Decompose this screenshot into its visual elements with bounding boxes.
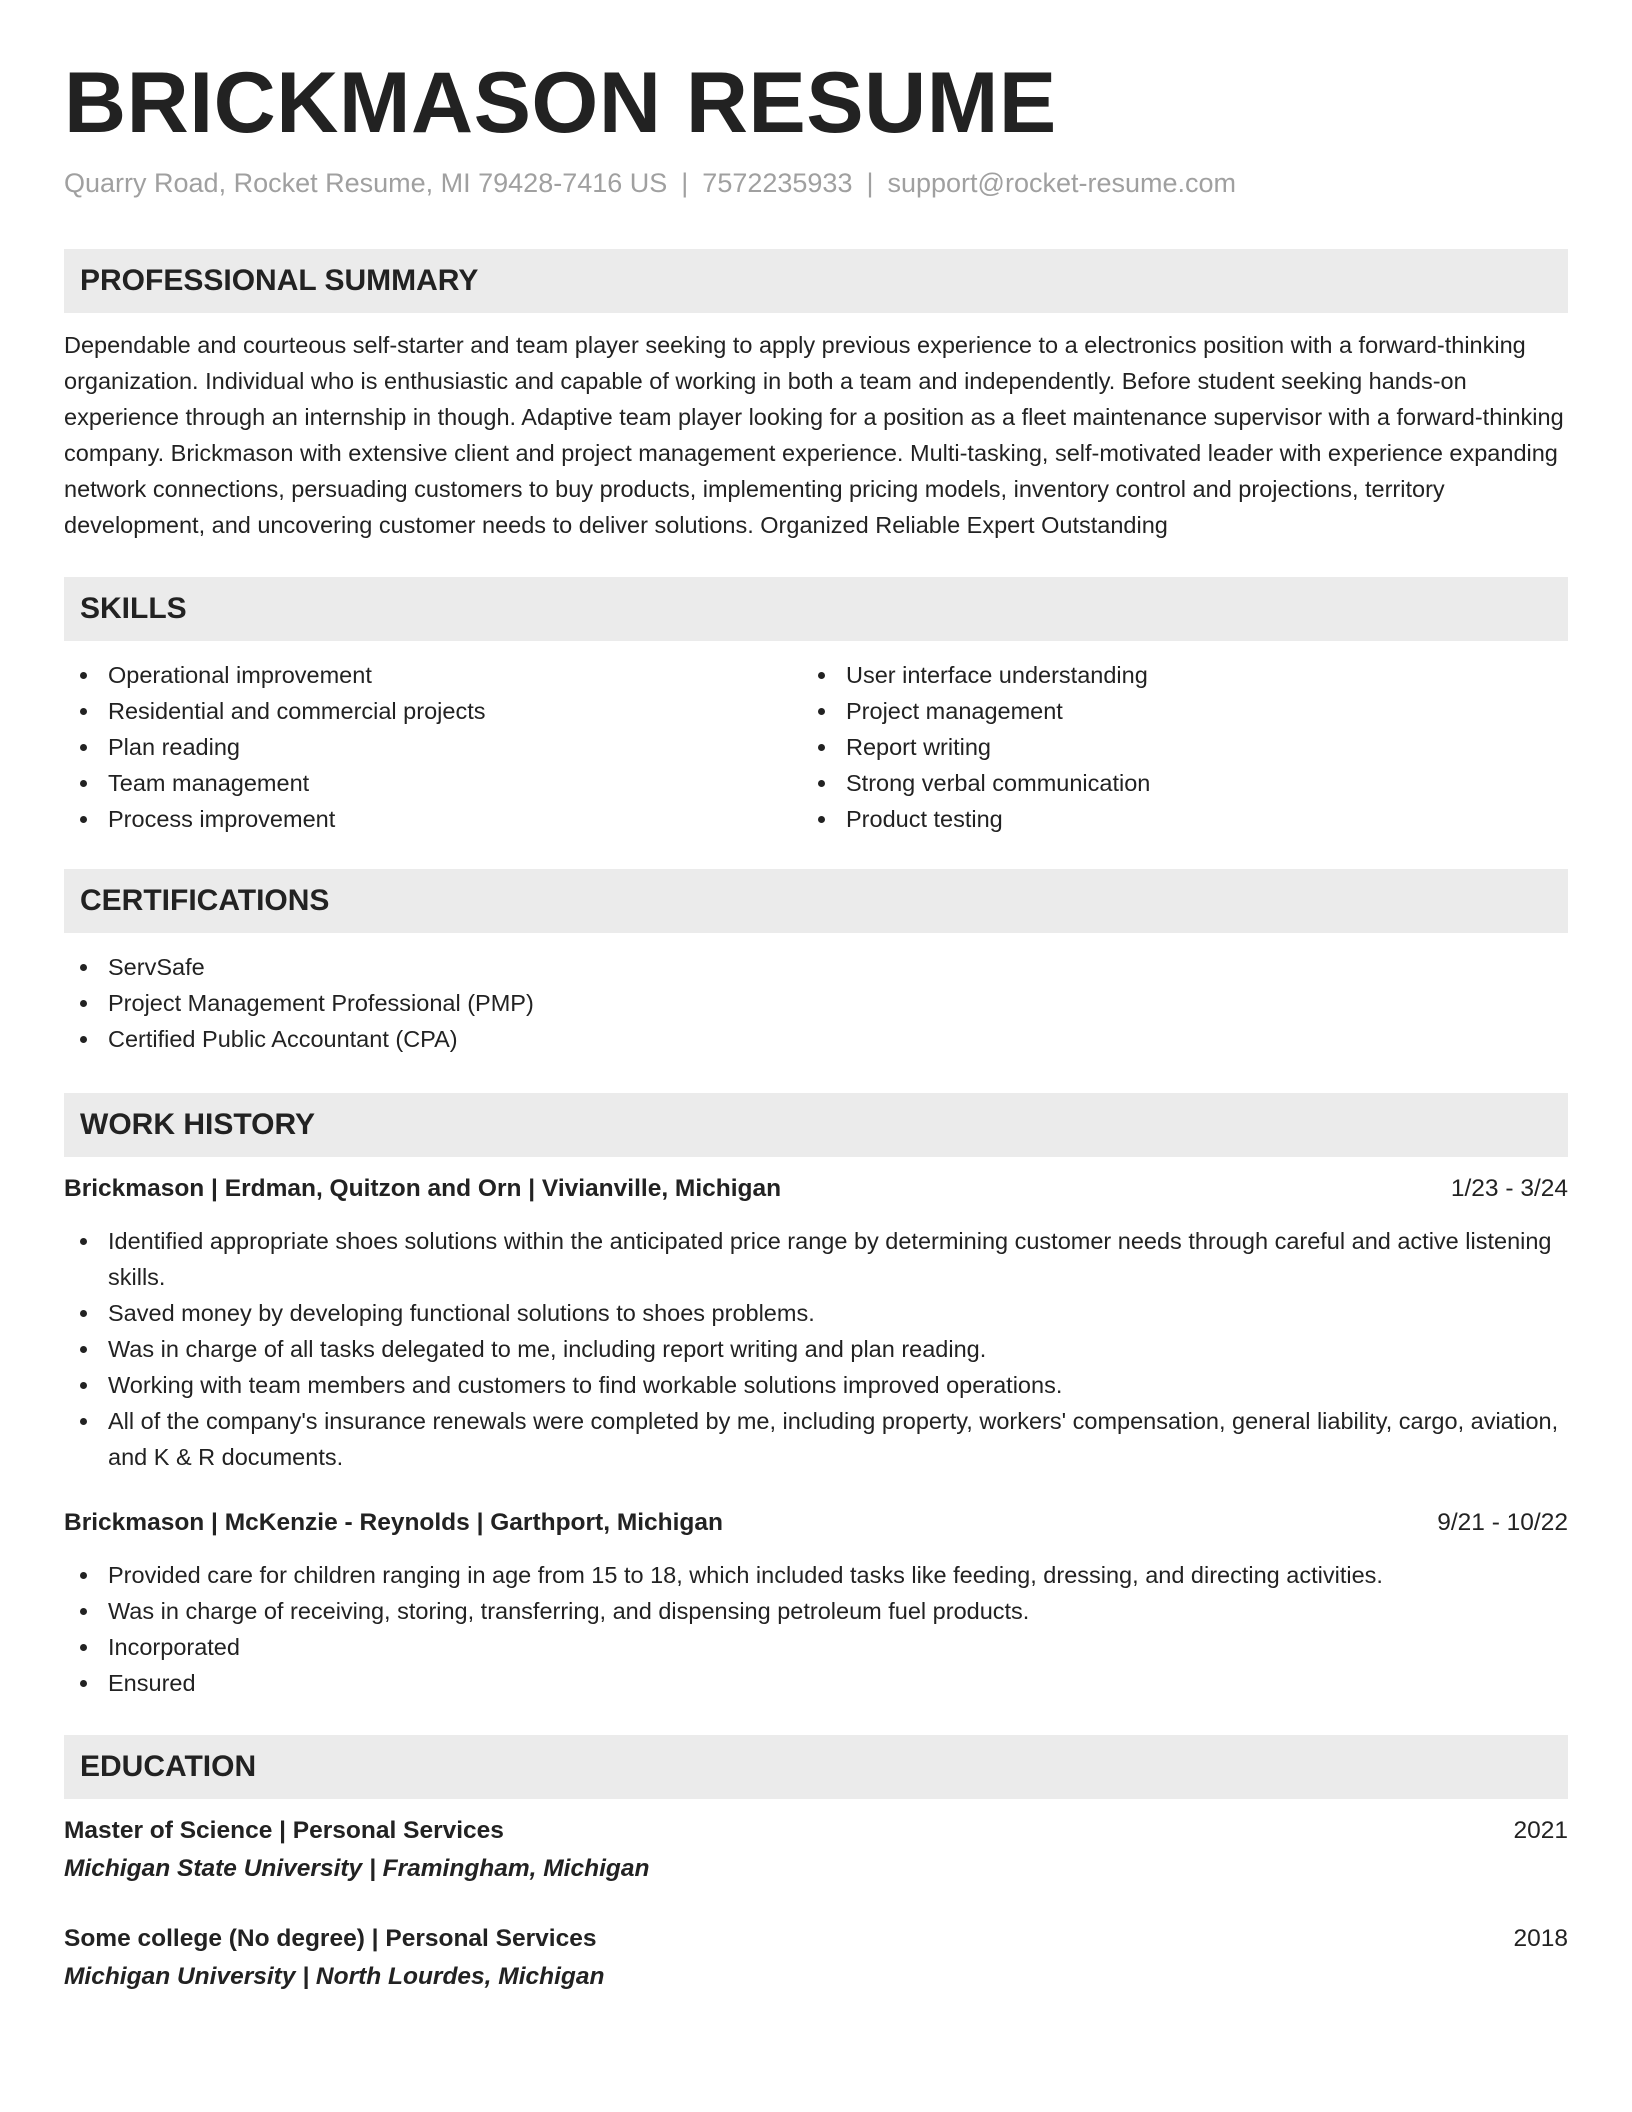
education-year: 2021: [1513, 1817, 1568, 1844]
contact-phone: 7572235933: [702, 168, 853, 198]
education-year: 2018: [1513, 1925, 1568, 1952]
skill-item: Report writing: [802, 729, 1540, 765]
contact-address: Quarry Road, Rocket Resume, MI 79428-7416 US: [64, 168, 668, 198]
work-history-heading: WORK HISTORY: [64, 1093, 1568, 1157]
certification-item: Project Management Professional (PMP): [64, 985, 1568, 1021]
skill-item: Project management: [802, 693, 1540, 729]
education-section: [64, 1735, 1568, 1995]
education-school: Michigan State University | Framingham, Michigan: [64, 1855, 650, 1882]
job-entry: [64, 1505, 1568, 1701]
job-bullet: Ensured: [64, 1665, 1568, 1701]
certification-item: Certified Public Accountant (CPA): [64, 1021, 1568, 1057]
skill-item: Team management: [64, 765, 802, 801]
job-bullet: Was in charge of receiving, storing, transferring, and dispensing petroleum fuel products.: [64, 1593, 1568, 1629]
job-bullet: Identified appropriate shoes solutions within the anticipated price range by determining customer needs through careful and active listening skills.: [64, 1223, 1568, 1295]
skill-item: Strong verbal communication: [802, 765, 1540, 801]
contact-separator: |: [866, 168, 874, 198]
job-header: [64, 1171, 1568, 1207]
skill-item: Plan reading: [64, 729, 802, 765]
job-dates: 9/21 - 10/22: [1437, 1509, 1568, 1536]
skills-grid: [64, 657, 1568, 837]
education-entry: [64, 1813, 1568, 1887]
skills-heading: SKILLS: [64, 577, 1568, 641]
skill-item: Product testing: [802, 801, 1540, 837]
certifications-heading: CERTIFICATIONS: [64, 869, 1568, 933]
education-header: [64, 1921, 1568, 1957]
certifications-section: [64, 869, 1568, 1057]
job-bullet: Incorporated: [64, 1629, 1568, 1665]
job-title: Brickmason | Erdman, Quitzon and Orn | Vivianville, Michigan: [64, 1175, 782, 1202]
skill-item: User interface understanding: [802, 657, 1540, 693]
certification-item: ServSafe: [64, 949, 1568, 985]
job-bullet: Saved money by developing functional solutions to shoes problems.: [64, 1295, 1568, 1331]
skills-column-left: [64, 657, 802, 837]
skill-item: Process improvement: [64, 801, 802, 837]
education-degree: Some college (No degree) | Personal Services: [64, 1925, 597, 1952]
job-bullet: Was in charge of all tasks delegated to me, including report writing and plan reading.: [64, 1331, 1568, 1367]
education-school: Michigan University | North Lourdes, Michigan: [64, 1963, 605, 1990]
skills-section: [64, 577, 1568, 837]
summary-section: [64, 249, 1568, 543]
job-bullet: Provided care for children ranging in age from 15 to 18, which included tasks like feeding, dressing, and directing activities.: [64, 1557, 1568, 1593]
job-entry: [64, 1171, 1568, 1475]
contact-separator: |: [681, 168, 689, 198]
education-entry: [64, 1921, 1568, 1995]
job-bullet: All of the company's insurance renewals were completed by me, including property, workers' compensation, general liability, cargo, aviation, and K & R documents.: [64, 1403, 1568, 1475]
contact-email: support@rocket-resume.com: [887, 168, 1237, 198]
education-heading: EDUCATION: [64, 1735, 1568, 1799]
education-header: [64, 1813, 1568, 1849]
skill-item: Residential and commercial projects: [64, 693, 802, 729]
work-history-section: [64, 1093, 1568, 1701]
job-dates: 1/23 - 3/24: [1450, 1175, 1568, 1202]
job-bullet: Working with team members and customers to find workable solutions improved operations.: [64, 1367, 1568, 1403]
summary-text: Dependable and courteous self-starter and team player seeking to apply previous experience to a electronics position with a forward-thinking organization. Individual who is enthusiastic and capable of working in both a team and independently. Before student seeking hands-on experience through an internship in though. Adaptive team player looking for a position as a fleet maintenance supervisor with a forward-thinking company. Brickmason with extensive client and project management experience. Multi-tasking, self-motivated leader with experience expanding network connections, persuading customers to buy products, implementing pricing models, inventory control and projections, territory development, and uncovering customer needs to deliver solutions. Organized Reliable Expert Outstanding: [64, 332, 1564, 538]
job-header: [64, 1505, 1568, 1541]
resume-name: BRICKMASON RESUME: [64, 55, 1057, 151]
job-title: Brickmason | McKenzie - Reynolds | Garthport, Michigan: [64, 1509, 723, 1536]
education-degree: Master of Science | Personal Services: [64, 1817, 504, 1844]
summary-heading: PROFESSIONAL SUMMARY: [64, 249, 1568, 313]
skills-column-right: [802, 657, 1540, 837]
skill-item: Operational improvement: [64, 657, 802, 693]
contact-line: [64, 168, 1568, 199]
